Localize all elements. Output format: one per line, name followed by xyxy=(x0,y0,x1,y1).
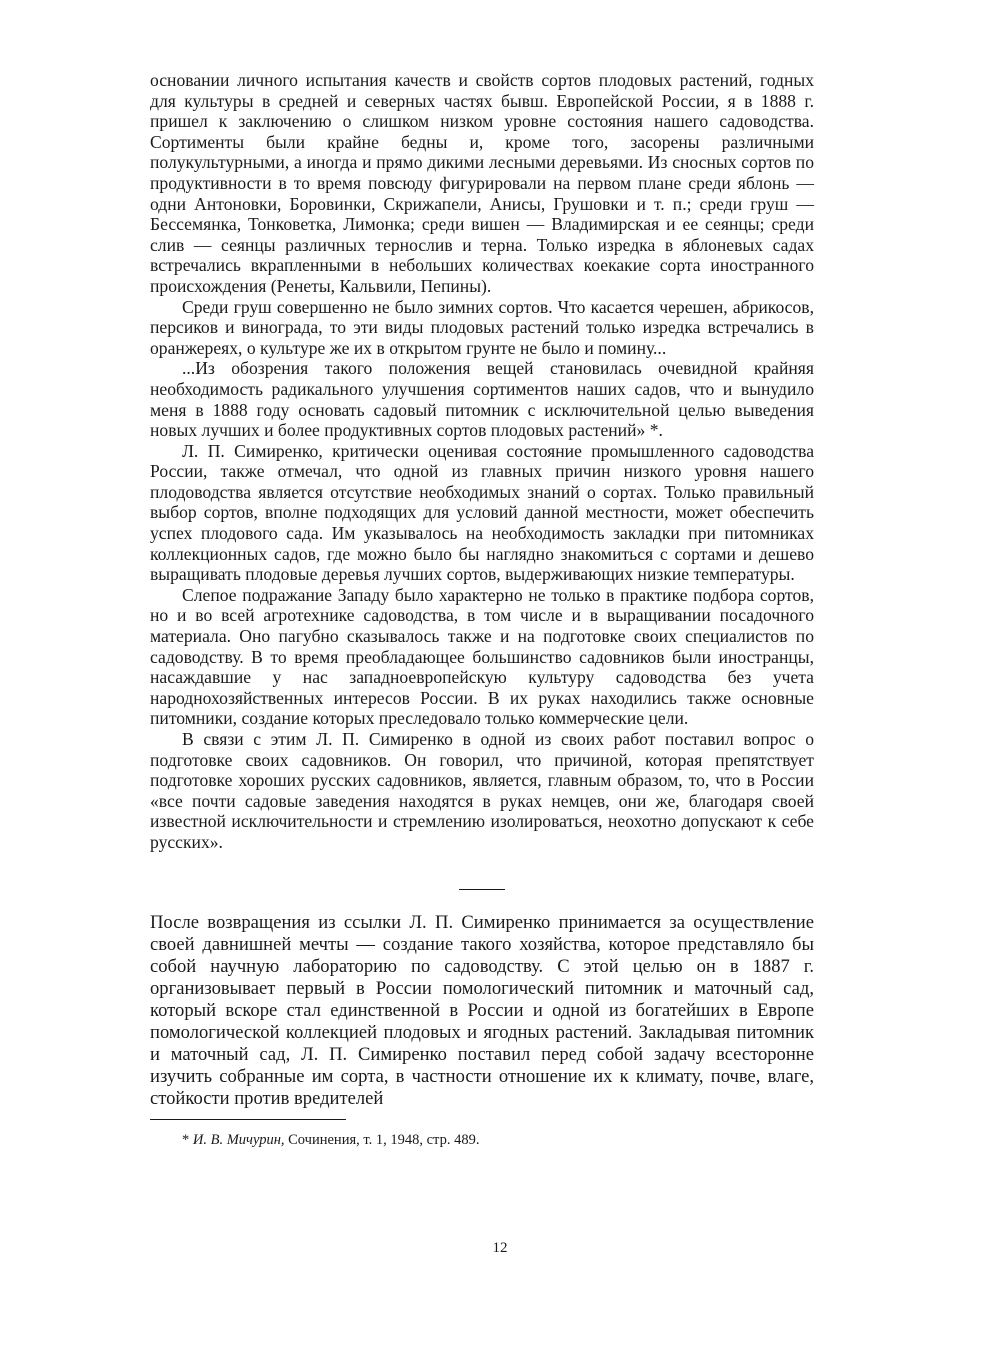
quote-paragraph: Среди груш совершенно не было зимних сортов. Что касается черешен, абрикосов, персиков и винограда, то эти виды плодовых растений только изредка встречались в оранжереях, о культуре же их в открытом грунте не было и помину... xyxy=(150,296,814,358)
page-number: 12 xyxy=(492,1240,508,1256)
main-paragraph: После возвращения из ссылки Л. П. Симиренко принимается за осуществление своей давнишней мечты — создание такого хозяйства, которое представляло бы собой научную лабораторию по садоводству. С этой целью он в 1887 г. организовывает первый в России помологический питомник и маточный сад, который вскоре стал единственной в России и одной из богатейших в Европе помологической коллекцией плодовых и ягодных растений. Закладывая питомник и маточный сад, Л. П. Симиренко поставил перед собой задачу всесторонне изучить собранные им сорта, в частности отношение их к климату, почве, влаге, стойкости против вредителей xyxy=(150,911,814,1109)
main-text xyxy=(150,912,814,1110)
quote-paragraph: основании личного испытания качеств и свойств сортов плодовых растений, годных для культуры в средней и северных частях бывш. Европейской России, я в 1888 г. пришел к заключению о слишком низком уровне состояния нашего садоводства. Сортименты были крайне бедны и, кроме того, засорены различными полукультурными, а иногда и прямо дикими лесными деревьями. Из сносных сортов по продуктивности в то время повсюду фигурировали на первом плане среди яблонь — одни Антоновки, Боровинки, Скрижапели, Анисы, Грушовки и т. п.; среди груш — Бессемянка, Тонковетка, Лимонка; среди вишен — Владимирская и ее сеянцы; среди слив — сеянцы различных тернослив и терна. Только изредка в яблоневых садах встречались вкрапленными в небольших количествах коекакие сорта иностранного происхождения (Ренеты, Кальвили, Пепины). xyxy=(150,70,814,296)
footnote-citation: Сочинения, т. 1, 1948, стр. 489. xyxy=(284,1131,480,1148)
quote-paragraph: ...Из обозрения такого положения вещей становилась очевидной крайняя необходимость радикального улучшения сортиментов наших садов, что и вынудило меня в 1888 году основать садовый питомник с исключительной целью выведения новых лучших и более продуктивных сортов плодовых растений» *. xyxy=(150,358,814,441)
body-paragraph: Слепое подражание Западу было характерно не только в практике подбора сортов, но и во всей агротехнике садоводства, в том числе и в выращивании посадочного материала. Оно пагубно сказывалось также и на подготовке своих специалистов по садоводству. В то время преобладающее большинство садовников были иностранцы, насаждавшие у нас западноевропейскую культуру садоводства без учета народнохозяйственных интересов России. В их руках находились также основные питомники, создание которых преследовало только коммерческие цели. xyxy=(150,584,814,729)
footnote-rule xyxy=(150,1119,346,1120)
footnote-author: И. В. Мичурин, xyxy=(192,1131,285,1148)
section-divider xyxy=(459,889,505,890)
body-paragraph: В связи с этим Л. П. Симиренко в одной из своих работ поставил вопрос о подготовке своих садовников. Он говорил, что причиной, которая препятствует подготовке хороших русских садовников, является, главным образом, то, что в России «все почти садовые заведения находятся в руках немцев, они же, благодаря своей известной исключительности и стремлению изолироваться, неохотно допускают к себе русских». xyxy=(150,729,814,852)
page-body xyxy=(150,70,814,1149)
body-paragraph: Л. П. Симиренко, критически оценивая состояние промышленного садоводства России, также отмечал, что одной из главных причин низкого уровня нашего плодоводства является отсутствие необходимых знаний о сортах. Только правильный выбор сортов, вполне подходящих для условий данной местности, может обеспечить успех плодового сада. Им указывалось на необходимость закладки при питомниках коллекционных садов, где можно было бы наглядно знакомиться с сортами и дешево выращивать плодовые деревья лучших сортов, выдерживающих низкие температуры. xyxy=(150,440,814,585)
quoted-passage xyxy=(150,70,814,853)
footnote-marker: * xyxy=(182,1131,193,1148)
footnote xyxy=(182,1131,814,1149)
